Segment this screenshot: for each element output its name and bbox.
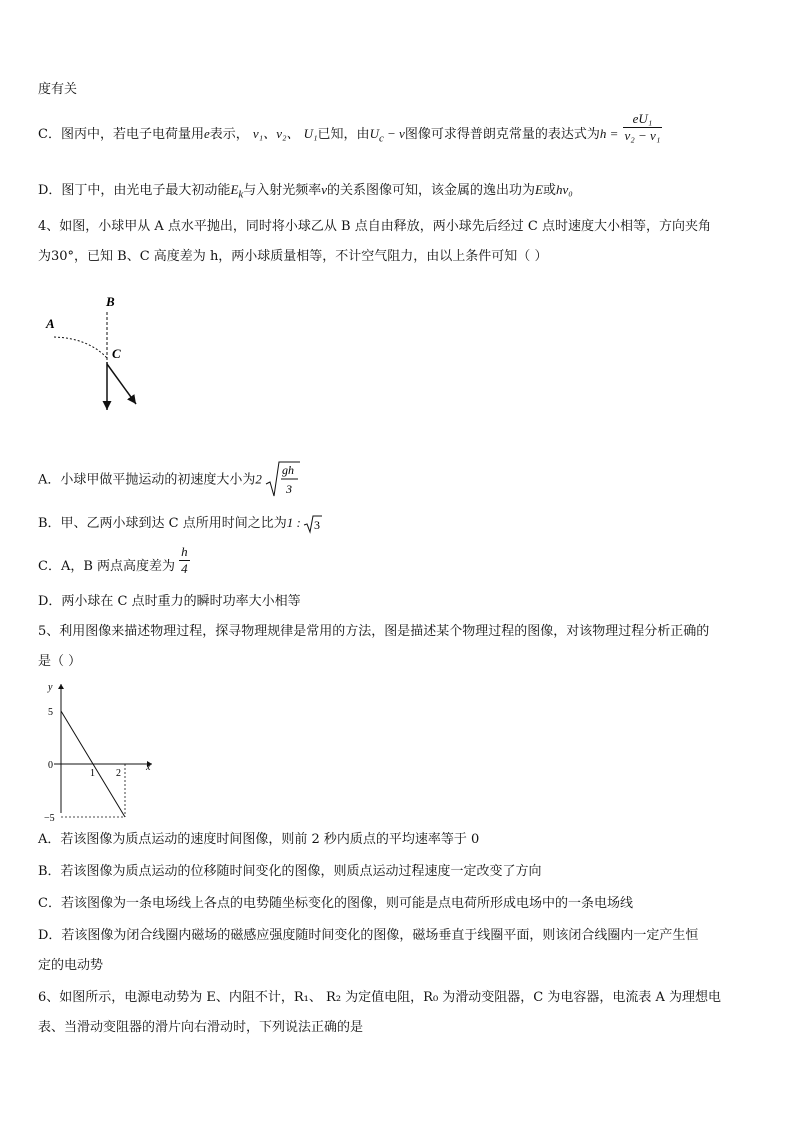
q4-fig-label-b: B — [106, 294, 115, 309]
q3c-uc-sub: c — [378, 132, 384, 145]
q4c-text: C．A，B 两点高度差为 — [38, 559, 176, 574]
q3c-v2: ν₂、 — [276, 126, 300, 141]
q3c-e: e — [203, 126, 210, 141]
svg-text:gh: gh — [282, 463, 295, 477]
q4b-ratio: 1 : — [286, 515, 305, 530]
q4-fig-label-c: C — [112, 346, 121, 361]
q4-fig-label-a: A — [46, 316, 55, 331]
q3-option-c — [38, 111, 662, 149]
q3d-mid2: 的关系图像可知，该金属的逸出功为 — [327, 183, 536, 198]
q3c-u1: U₁ — [303, 126, 318, 141]
q3-tail: 度有关 — [38, 82, 78, 97]
q3d-hv0: hν₀ — [555, 182, 573, 197]
q5-option-a: A．若该图像为质点运动的速度时间图像，则前 2 秒内质点的平均速率等于 0 — [38, 832, 480, 847]
q4-option-a — [38, 460, 300, 500]
q3c-uc: U — [369, 126, 379, 141]
q6-stem-line1: 6、如图所示，电源电动势为 E、内阻不计，R₁、 R₂ 为定值电阻，R₀ 为滑动变阻器，C 为电容器，电流表 A 为理想电 — [38, 990, 722, 1005]
q5-option-c: C．若该图像为一条电场线上各点的电势随坐标变化的图像，则可能是点电荷所形成电场中的一条电场线 — [38, 896, 633, 911]
q5-tick-5: 5 — [48, 707, 53, 718]
q4c-fraction — [179, 544, 190, 577]
q3c-v1: ν₁、 — [252, 126, 277, 141]
q4-stem-line1: 4、如图，小球甲从 A 点水平抛出，同时将小球乙从 B 点自由释放，两小球先后经过 C 点时速度大小相等，方向夹角 — [38, 219, 711, 234]
q3d-lead: D．图丁中，由光电子最大初动能 — [38, 183, 231, 198]
q5-axis-label-y: y — [48, 682, 53, 693]
q3d-or: 或 — [542, 183, 556, 198]
q4a-text: A．小球甲做平抛运动的初速度大小为 — [38, 472, 256, 488]
svg-text:3: 3 — [314, 517, 321, 532]
q4a-coef: 2 — [255, 471, 262, 487]
q5-axis-label-x: x — [146, 762, 151, 773]
q5-tick-neg5: −5 — [44, 813, 55, 824]
q5-option-d-line1: D．若该图像为闭合线圈内磁场的磁感应强度随时间变化的图像，磁场垂直于线圈平面，则该闭合线圈内一定产生恒 — [38, 928, 699, 943]
q4-option-b — [38, 513, 322, 534]
q4-figure — [40, 292, 150, 422]
q3c-mid3: 图像可求得普朗克常量的表达式为 — [404, 127, 600, 142]
q5-tick-0: 0 — [48, 760, 53, 771]
q4-fig-slant-arrow — [107, 364, 136, 404]
q3c-dash-nu: − ν — [383, 126, 405, 141]
q5-option-b: B．若该图像为质点运动的位移随时间变化的图像，则质点运动过程速度一定改变了方向 — [38, 864, 542, 879]
q3c-mid2: 已知，由 — [317, 127, 370, 142]
q5-tick-1: 1 — [90, 768, 95, 779]
q3d-mid: 与入射光频率 — [243, 183, 322, 198]
q4a-radical — [266, 460, 300, 500]
q3d-ek-sub: k — [238, 188, 244, 201]
q4c-frac-num: h — [181, 544, 188, 559]
q3c-mid1: 表示， — [209, 127, 249, 142]
q4b-radical — [304, 514, 322, 534]
q3c-frac-den: ν₂ − ν₁ — [624, 128, 661, 143]
q5-stem-line1: 5、利用图像来描述物理过程，探寻物理规律是常用的方法，图是描述某个物理过程的图像，对该物理过程分析正确的 — [38, 624, 710, 639]
q5-tick-2: 2 — [116, 768, 121, 779]
q5-stem-line2: 是（ ） — [38, 654, 82, 669]
q4-option-c — [38, 544, 190, 577]
q3c-fraction — [623, 111, 663, 144]
q3c-frac-num: eU₁ — [623, 111, 663, 128]
q5-graph — [40, 678, 160, 824]
svg-text:3: 3 — [286, 482, 293, 496]
q6-stem-line2: 表、当滑动变阻器的滑片向右滑动时，下列说法正确的是 — [38, 1020, 364, 1035]
q3c-h-eq: h = — [599, 126, 619, 141]
q3c-lead: C．图丙中，若电子电荷量用 — [38, 127, 204, 142]
q4b-text: B．甲、乙两小球到达 C 点所用时间之比为 — [38, 516, 287, 531]
q3d-nu: ν — [321, 182, 327, 197]
q3d-e: E — [535, 182, 543, 197]
q4-option-d: D．两小球在 C 点时重力的瞬时功率大小相等 — [38, 594, 301, 609]
q5-option-d-line2: 定的电动势 — [38, 958, 104, 973]
q4-fig-trajectory — [54, 337, 107, 358]
q4c-frac-den: 4 — [181, 561, 188, 576]
q4-stem-line2: 为30°，已知 B、C 高度差为 h，两小球质量相等，不计空气阻力，由以上条件可知（ ） — [38, 249, 548, 264]
q3d-ek: E — [230, 182, 239, 197]
q3-option-d — [38, 180, 573, 205]
